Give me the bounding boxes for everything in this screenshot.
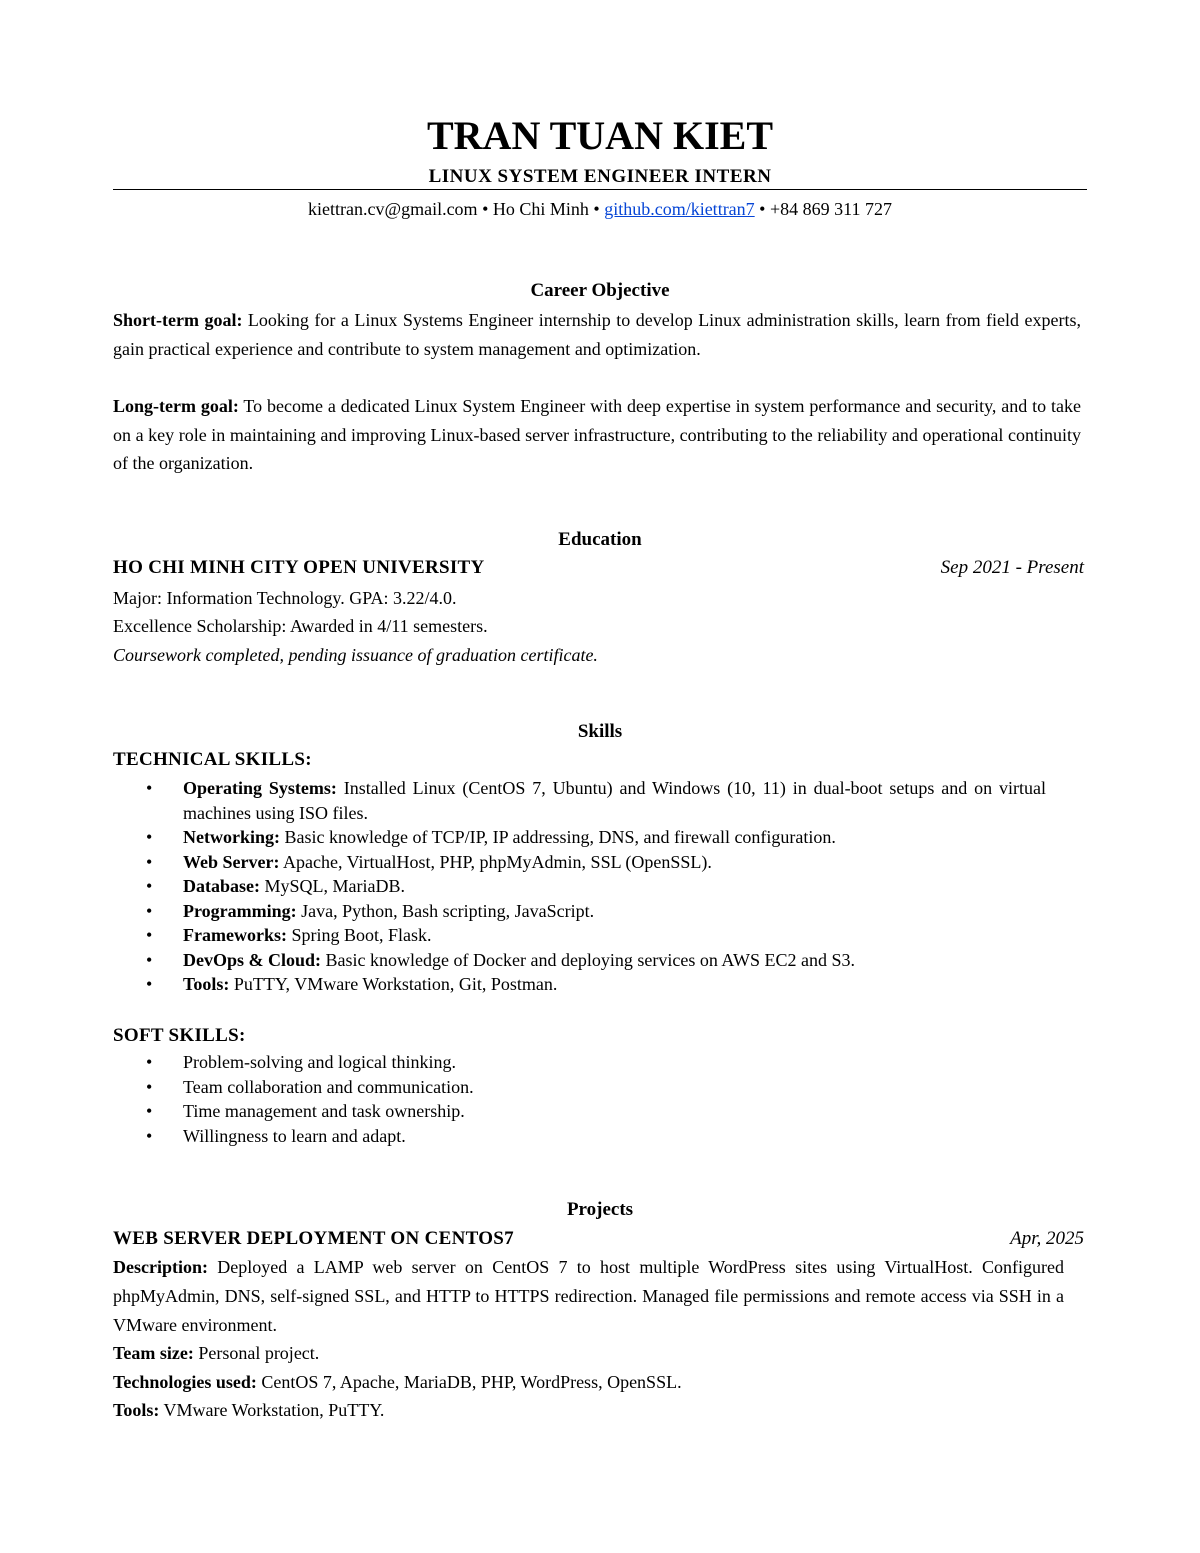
soft-skill-text: Team collaboration and communication.	[183, 1076, 474, 1097]
skill-text: Basic knowledge of Docker and deploying services on AWS EC2 and S3.	[321, 949, 855, 970]
list-item	[113, 972, 1053, 997]
list-item	[113, 776, 1053, 825]
short-term-text: Looking for a Linux Systems Engineer internship to develop Linux administration skills, learn from field experts, gain practical experience and contribute to system management and optimization.	[113, 310, 1081, 359]
project-row	[113, 1227, 1084, 1251]
bullet-icon: •	[146, 851, 153, 872]
header-divider	[113, 189, 1087, 190]
soft-skill-text: Time management and task ownership.	[183, 1101, 465, 1121]
tools-text: VMware Workstation, PuTTY.	[159, 1400, 385, 1420]
bullet-icon: •	[146, 778, 153, 798]
bullet-icon: •	[146, 1052, 153, 1072]
education-row	[113, 556, 1084, 580]
skill-label: Networking:	[183, 827, 280, 847]
list-item	[113, 1099, 1053, 1124]
job-title: LINUX SYSTEM ENGINEER INTERN	[428, 166, 772, 187]
soft-skills-list	[113, 1050, 1053, 1148]
list-item	[113, 948, 1053, 973]
bullet-icon: •	[146, 900, 153, 921]
skill-text: Java, Python, Bash scripting, JavaScript.	[296, 900, 595, 921]
skill-text: Basic knowledge of TCP/IP, IP addressing, DNS, and firewall configuration.	[280, 827, 836, 847]
skill-label: Tools:	[183, 974, 230, 994]
description-text: Deployed a LAMP web server on CentOS 7 to host multiple WordPress sites using VirtualHost. Configured phpMyAdmin, DNS, self-signed SSL, and HTTP to HTTPS redirection. Managed file permissions and remote access via SSH in a VMware environment.	[113, 1257, 1064, 1335]
skill-text: Installed Linux (CentOS 7, Ubuntu) and Windows (10, 11) in dual-boot setups and on virtual machines using ISO files.	[183, 778, 1046, 823]
skill-label: Operating Systems:	[183, 778, 337, 798]
project-date: Apr, 2025	[1010, 1228, 1084, 1249]
education-period: Sep 2021 - Present	[940, 557, 1084, 578]
list-item	[113, 1124, 1053, 1149]
bullet-icon: •	[146, 1101, 153, 1121]
list-item	[113, 899, 1053, 924]
description-label: Description:	[113, 1257, 208, 1277]
separator: •	[754, 199, 770, 219]
scholarship-line: Excellence Scholarship: Awarded in 4/11 semesters.	[113, 616, 488, 636]
email-text: kiettran.cv@gmail.com	[308, 199, 478, 219]
team-size-label: Team size:	[113, 1343, 194, 1363]
projects-heading: Projects	[566, 1199, 634, 1220]
skill-text: MySQL, MariaDB.	[260, 876, 405, 896]
contact-line	[113, 197, 1087, 221]
long-term-text: To become a dedicated Linux System Engineer with deep expertise in system performance and security, and to take on a key role in maintaining and improving Linux-based server infrastructure, contributing to the reliability and operational continuity of the organization.	[113, 396, 1081, 473]
technologies-text: CentOS 7, Apache, MariaDB, PHP, WordPress, OpenSSL.	[256, 1372, 682, 1392]
skill-text: Spring Boot, Flask.	[286, 925, 432, 945]
project-description	[113, 1253, 1064, 1340]
career-objective-heading: Career Objective	[530, 280, 670, 301]
list-item	[113, 1050, 1053, 1075]
graduation-note: Coursework completed, pending issuance of graduation certificate.	[113, 645, 598, 665]
phone-text: +84 869 311 727	[769, 199, 892, 219]
skill-label: Frameworks:	[183, 925, 287, 945]
technical-skills-list	[113, 776, 1053, 997]
bullet-icon: •	[146, 974, 153, 994]
location-text: Ho Chi Minh	[492, 199, 589, 219]
school-name: HO CHI MINH CITY OPEN UNIVERSITY	[113, 557, 485, 578]
soft-skills-heading: SOFT SKILLS:	[113, 1025, 246, 1046]
bullet-icon: •	[146, 949, 153, 970]
technical-skills-heading: TECHNICAL SKILLS:	[113, 749, 312, 770]
team-size-line	[113, 1341, 1081, 1365]
tools-label: Tools:	[113, 1400, 160, 1420]
github-link[interactable]: github.com/kiettran7	[604, 199, 755, 219]
skill-label: Database:	[183, 876, 260, 896]
skill-label: DevOps & Cloud:	[183, 949, 322, 970]
bullet-icon: •	[146, 925, 153, 945]
skill-label: Web Server:	[183, 851, 280, 872]
skill-text: Apache, VirtualHost, PHP, phpMyAdmin, SSL (OpenSSL).	[279, 851, 712, 872]
soft-skill-text: Willingness to learn and adapt.	[183, 1125, 406, 1146]
list-item	[113, 923, 1053, 948]
bullet-icon: •	[146, 876, 153, 896]
skill-text: PuTTY, VMware Workstation, Git, Postman.	[229, 974, 558, 994]
long-term-label: Long-term goal:	[113, 396, 239, 416]
skill-label: Programming:	[183, 900, 297, 921]
separator: •	[588, 199, 605, 219]
candidate-name: TRAN TUAN KIET	[427, 113, 773, 158]
list-item	[113, 874, 1053, 899]
bullet-icon: •	[146, 827, 153, 847]
soft-skill-text: Problem-solving and logical thinking.	[183, 1052, 456, 1072]
list-item	[113, 825, 1053, 850]
tools-line	[113, 1398, 1081, 1422]
short-term-goal	[113, 306, 1081, 363]
team-size-text: Personal project.	[193, 1343, 320, 1363]
long-term-goal	[113, 392, 1081, 478]
project-title: WEB SERVER DEPLOYMENT ON CENTOS7	[113, 1228, 514, 1249]
short-term-label: Short-term goal:	[113, 310, 243, 330]
technologies-label: Technologies used:	[113, 1372, 257, 1392]
list-item	[113, 850, 1053, 875]
bullet-icon: •	[146, 1076, 153, 1097]
technologies-line	[113, 1370, 1081, 1394]
bullet-icon: •	[146, 1125, 153, 1146]
skills-heading: Skills	[577, 721, 623, 742]
separator: •	[477, 199, 493, 219]
list-item	[113, 1075, 1053, 1100]
major-line: Major: Information Technology. GPA: 3.22/4.0.	[113, 588, 457, 608]
education-heading: Education	[558, 529, 642, 550]
